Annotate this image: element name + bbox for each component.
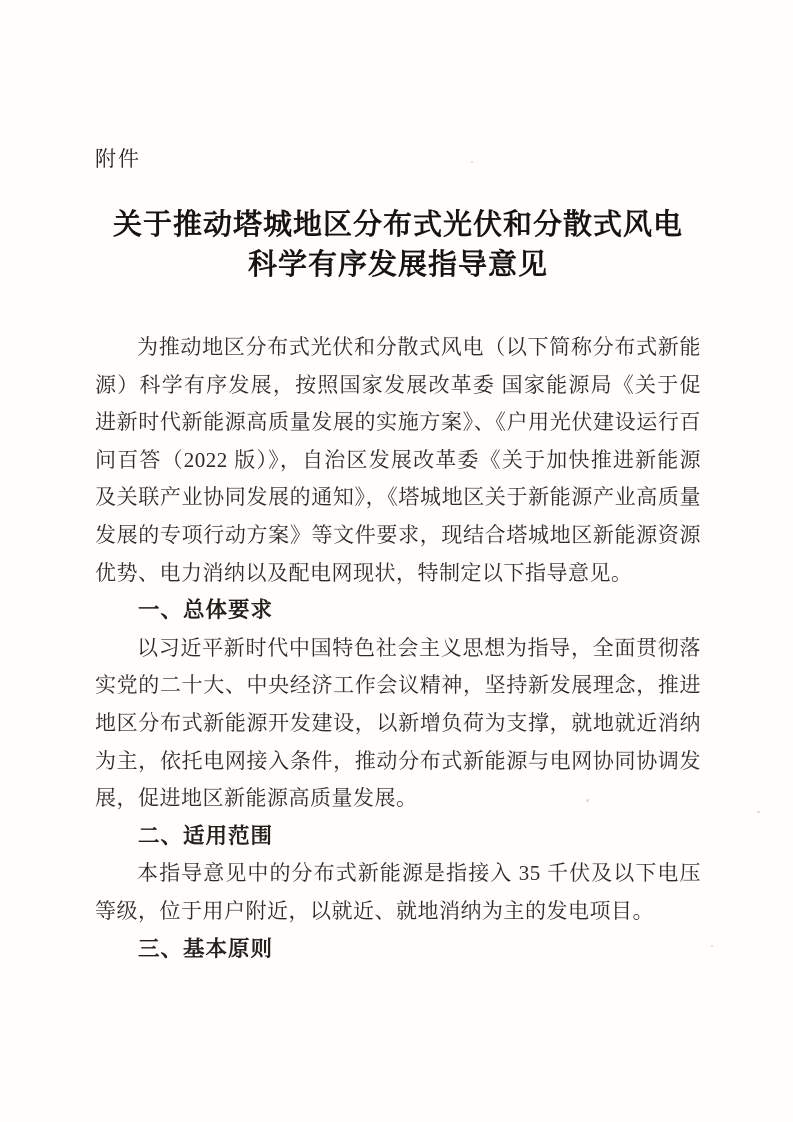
scan-speck (586, 799, 589, 802)
paragraph-general-requirements: 以习近平新时代中国特色社会主义思想为指导，全面贯彻落实党的二十大、中央经济工作会议精神，坚持新发展理念，推进地区分布式新能源开发建设，以新增负荷为支撑，就地就近消纳为主，依托电网接入条件，推动分布式新能源与电网协同协调发展，促进地区新能源高质量发展。 (95, 635, 701, 811)
heading-section-1: 一、总体要求 (138, 598, 274, 623)
scan-speck (757, 811, 760, 813)
document-title-line-1: 关于推动塔城地区分布式光伏和分散式风电 (112, 209, 683, 241)
paragraph-scope: 本指导意见中的分布式新能源是指接入 35 千伏及以下电压等级，位于用户附近，以就近、就地消纳为主的发电项目。 (95, 861, 701, 923)
document-title-line-2: 科学有序发展指导意见 (247, 249, 548, 281)
scan-speck (471, 161, 473, 163)
heading-section-2: 二、适用范围 (138, 823, 274, 848)
paragraph-intro: 为推动地区分布式光伏和分散式风电（以下简称分布式新能源）科学有序发展，按照国家发展改革委 国家能源局《关于促进新时代新能源高质量发展的实施方案》、《户用光伏建设运行百问百答（2022 版）》，自治区发展改革委《关于加快推进新能源及关联产业协同发展的通知》，《塔城地区关于新能源产业高质量发展的专项行动方案》等文件要求，现结合塔城地区新能源资源优势、电力消纳以及配电网现状，特制定以下指导意见。 (95, 335, 701, 585)
heading-section-3: 三、基本原则 (138, 936, 274, 961)
scan-speck (711, 945, 713, 947)
document-title (95, 205, 701, 285)
attachment-label: 附件 (95, 147, 141, 171)
document-body (95, 329, 701, 968)
